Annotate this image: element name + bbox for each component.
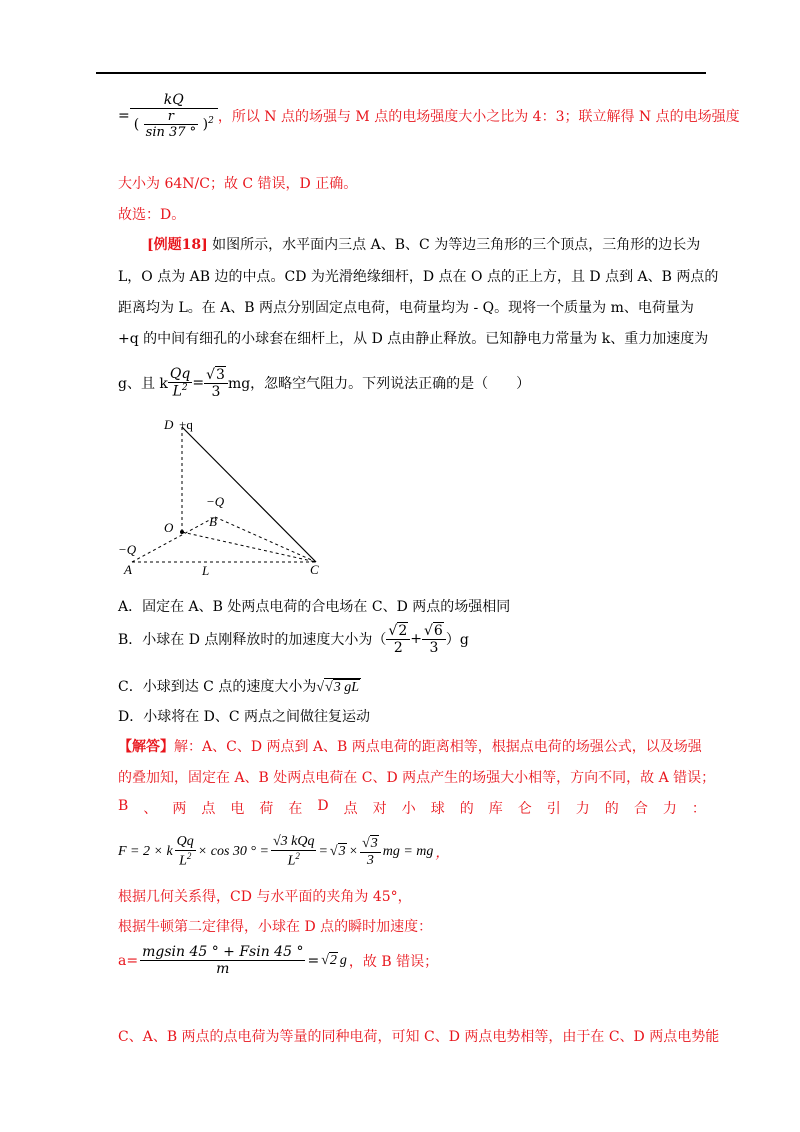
- spread-char: 在: [288, 801, 303, 817]
- spread-char: 、: [143, 801, 158, 817]
- question-line-4: +q 的中间有细孔的小球套在细杆上，从 D 点由静止释放。已知静电力常量为 k、重力加速度为: [118, 331, 709, 347]
- spread-char: D: [317, 798, 329, 814]
- spread-char: 荷: [259, 801, 274, 817]
- option-A: A．固定在 A、B 处两点电荷的合电场在 C、D 两点的场强相同: [118, 599, 511, 615]
- prev-text-1: ，所以 N 点的场强与 M 点的电场强度大小之比为 4：3；联立解得 N 点的电场强度: [217, 109, 740, 125]
- answer-line-5: 根据牛顿第二定律得，小球在 D 点的瞬时加速度：: [118, 919, 433, 935]
- point-O: [180, 530, 184, 534]
- question-line-1: [例题18] 如图所示，水平面内三点 A、B、C 为等边三角形的三个顶点，三角形的边长为: [147, 237, 701, 253]
- spread-char: 合: [633, 801, 648, 817]
- spread-char: 仑: [517, 801, 532, 817]
- option-C: C．小球到达 C 点的速度大小为√√3 gL: [118, 679, 359, 695]
- line-AB: [132, 517, 215, 562]
- label-B: B: [209, 514, 217, 529]
- line-OC: [182, 532, 316, 562]
- spread-char: 力: [662, 801, 677, 817]
- answer-line-2: 的叠加知，固定在 A、B 处两点电荷在 C、D 两点产生的场强大小相等，方向不同，故 A 错误；: [118, 770, 716, 786]
- spread-char: 两: [172, 801, 187, 817]
- label-D: D: [164, 417, 174, 432]
- label-O: O: [164, 520, 174, 535]
- spread-char: 力: [575, 801, 590, 817]
- triangle-figure: [110, 412, 340, 582]
- header-rule: [96, 72, 706, 74]
- line-BC: [215, 517, 316, 562]
- prev-choose: 故选：D。: [118, 207, 186, 223]
- spread-char: 电: [230, 801, 245, 817]
- question-tag: [例题18]: [147, 237, 208, 253]
- label-minus-Q-A: −Q: [118, 542, 137, 557]
- answer-line-1: 【解答】解：A、C、D 两点到 A、B 两点电荷的距离相等，根据点电荷的场强公式，以及场强: [118, 739, 702, 755]
- spread-char: 小: [401, 801, 416, 817]
- spread-char: 点: [343, 801, 358, 817]
- label-minus-Q-B: −Q: [206, 494, 225, 509]
- prev-formula: = kQ ( $\frac{r}{\sin 37 ^\circ}$ )$^2$ ，所以 N 点的场强与 M 点的电场强度大小之比为 4：3；联立解得 N 点的电场强度: [118, 92, 740, 140]
- spread-char: 点: [201, 801, 216, 817]
- spread-char: ：: [691, 801, 706, 817]
- question-line-3: 距离均为 L。在 A、B 两点分别固定点电荷，电荷量均为 - Q。现将一个质量为 m、电荷量为: [118, 300, 694, 316]
- prev-formula-line: [118, 92, 740, 140]
- label-plus-q: +q: [179, 417, 193, 432]
- prev-text-2: 大小为 64N/C；故 C 错误，D 正确。: [118, 176, 358, 192]
- spread-char: 引: [546, 801, 561, 817]
- option-B: B．小球在 D 点刚释放时的加速度大小为（ $\frac{√2}{2}$ + $\frac{√6}{3}$ ）g: [118, 623, 469, 656]
- spread-char: 对: [372, 801, 387, 817]
- option-D: D．小球将在 D、C 两点之间做往复运动: [118, 709, 371, 725]
- acceleration-formula: a= $\frac{mgsin 45 ^\circ + Fsin 45 ^\circ}{m}$ = √2 g ，故 B 错误；: [118, 944, 439, 977]
- answer-line-6: C、A、B 两点的点电荷为等量的同种电荷，可知 C、D 两点电势相等，由于在 C、D 两点电势能: [118, 1029, 720, 1045]
- answer-line-3: [118, 798, 706, 818]
- label-A: A: [124, 562, 132, 577]
- label-C: C: [310, 562, 319, 577]
- answer-line-4: 根据几何关系得，CD 与水平面的夹角为 45°，: [118, 889, 412, 905]
- question-line-5: g、且 k $\frac{Qq}{L^2}$ = $\frac{√3}{3}$ mg，忽略空气阻力。下列说法正确的是（ ）: [118, 366, 531, 400]
- force-formula: F = 2 × k $\frac{Qq}{L^2}$ × cos 30 ° = $\frac{\text{√3 kQq}}{L^2}$ = √3 × $\frac{√3}{3}$ mg = mg ，: [118, 834, 450, 869]
- spread-char: B: [118, 798, 129, 814]
- spread-char: 球: [430, 801, 445, 817]
- question-line-2: L，O 点为 AB 边的中点。CD 为光滑绝缘细杆，D 点在 O 点的正上方，且 D 点到 A、B 两点的: [118, 269, 719, 285]
- rod-DC: [182, 427, 316, 562]
- spread-char: 的: [459, 801, 474, 817]
- spread-char: 的: [604, 801, 619, 817]
- label-L: L: [202, 563, 210, 578]
- answer-tag: 【解答】: [118, 739, 174, 755]
- spread-char: 库: [488, 801, 503, 817]
